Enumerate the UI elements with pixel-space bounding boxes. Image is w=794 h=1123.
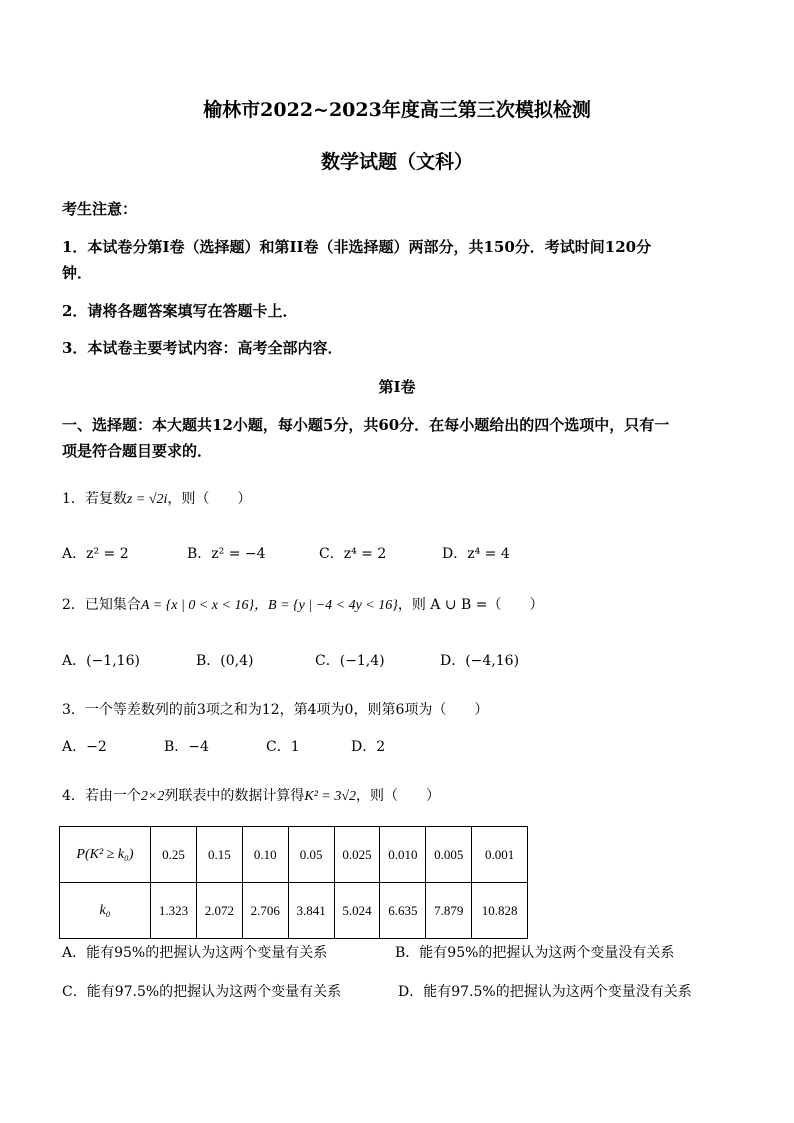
table-row-critical-value [60, 883, 528, 939]
question-3: 3．一个等差数列的前3项之和为12，第4项为0，则第6项为（ ） [62, 702, 489, 718]
q2-option-a[interactable]: A．(−1,16) [62, 653, 140, 669]
table-cell: 0.010 [380, 827, 426, 883]
table-cell: 2.072 [196, 883, 242, 939]
table-row-probability [60, 827, 528, 883]
table-cell: 0.10 [242, 827, 288, 883]
q4-option-a[interactable]: A．能有95%的把握认为这两个变量有关系 [62, 945, 328, 961]
table-header-critical-value: k₀ [60, 883, 151, 939]
question-4 [62, 789, 440, 804]
table-cell: 0.001 [472, 827, 528, 883]
question-1-prefix: 1．若复数 [62, 491, 127, 507]
q3-option-d[interactable]: D．2 [351, 739, 386, 755]
question-4-k-value: K² = 3√2 [304, 789, 357, 804]
table-cell: 7.879 [426, 883, 472, 939]
question-2-math: A = {x | 0 < x < 16}，B = {y | −4 < 4y < 16} [140, 598, 398, 613]
question-1-suffix: ，则（ ） [167, 491, 252, 507]
table-cell: 10.828 [472, 883, 528, 939]
question-2-prefix: 2．已知集合 [62, 597, 141, 613]
notice-item-2: 2．请将各题答案填写在答题卡上． [62, 302, 298, 320]
table-cell: 3.841 [288, 883, 334, 939]
q4-option-b[interactable]: B．能有95%的把握认为这两个变量没有关系 [395, 945, 675, 961]
volume-heading: 第I卷 [378, 378, 416, 396]
q2-option-b[interactable]: B．(0,4) [196, 653, 254, 669]
table-cell: 0.25 [151, 827, 197, 883]
exam-subtitle: 数学试题（文科） [320, 151, 473, 173]
part1-instructions: 一、选择题：本大题共12小题，每小题5分，共60分．在每小题给出的四个选项中，只有一 [62, 416, 670, 434]
q1-option-c[interactable]: C．z⁴ = 2 [319, 546, 387, 562]
question-4-mid: 列联表中的数据计算得 [164, 788, 305, 804]
notice-item-3: 3．本试卷主要考试内容：高考全部内容． [62, 339, 343, 357]
question-4-table-size: 2×2 [140, 789, 165, 804]
table-cell: 0.15 [196, 827, 242, 883]
notice-item-1-cont: 钟． [62, 264, 93, 282]
question-4-suffix: ，则（ ） [356, 788, 441, 804]
q4-option-d[interactable]: D．能有97.5%的把握认为这两个变量没有关系 [398, 984, 692, 1000]
q2-option-d[interactable]: D．(−4,16) [440, 653, 520, 669]
table-cell: 0.05 [288, 827, 334, 883]
table-cell: 6.635 [380, 883, 426, 939]
notice-heading: 考生注意： [62, 200, 138, 218]
q4-option-c[interactable]: C．能有97.5%的把握认为这两个变量有关系 [62, 984, 342, 1000]
q1-option-b[interactable]: B．z² = −4 [187, 546, 266, 562]
q3-option-c[interactable]: C．1 [266, 739, 300, 755]
table-header-probability: P(K² ≥ k₀) [60, 827, 151, 883]
question-2 [62, 598, 544, 613]
question-2-suffix: ，则 A ∪ B =（ ） [397, 597, 544, 613]
question-1-math: z = √2i [126, 492, 168, 507]
notice-item-1: 1．本试卷分第I卷（选择题）和第II卷（非选择题）两部分，共150分．考试时间120分 [62, 238, 652, 256]
part1-instructions-cont: 项是符合题目要求的． [62, 442, 213, 460]
exam-title: 榆林市2022~2023年度高三第三次模拟检测 [203, 99, 591, 121]
table-cell: 1.323 [151, 883, 197, 939]
q2-option-c[interactable]: C．(−1,4) [315, 653, 385, 669]
table-cell: 5.024 [334, 883, 380, 939]
table-cell: 2.706 [242, 883, 288, 939]
critical-value-table [59, 826, 528, 939]
question-4-prefix: 4．若由一个 [62, 788, 141, 804]
table-cell: 0.005 [426, 827, 472, 883]
table-cell: 0.025 [334, 827, 380, 883]
q3-option-a[interactable]: A．−2 [62, 739, 107, 755]
q3-option-b[interactable]: B．−4 [164, 739, 209, 755]
q1-option-d[interactable]: D．z⁴ = 4 [442, 546, 510, 562]
question-1 [62, 492, 251, 507]
q1-option-a[interactable]: A．z² = 2 [62, 546, 129, 562]
